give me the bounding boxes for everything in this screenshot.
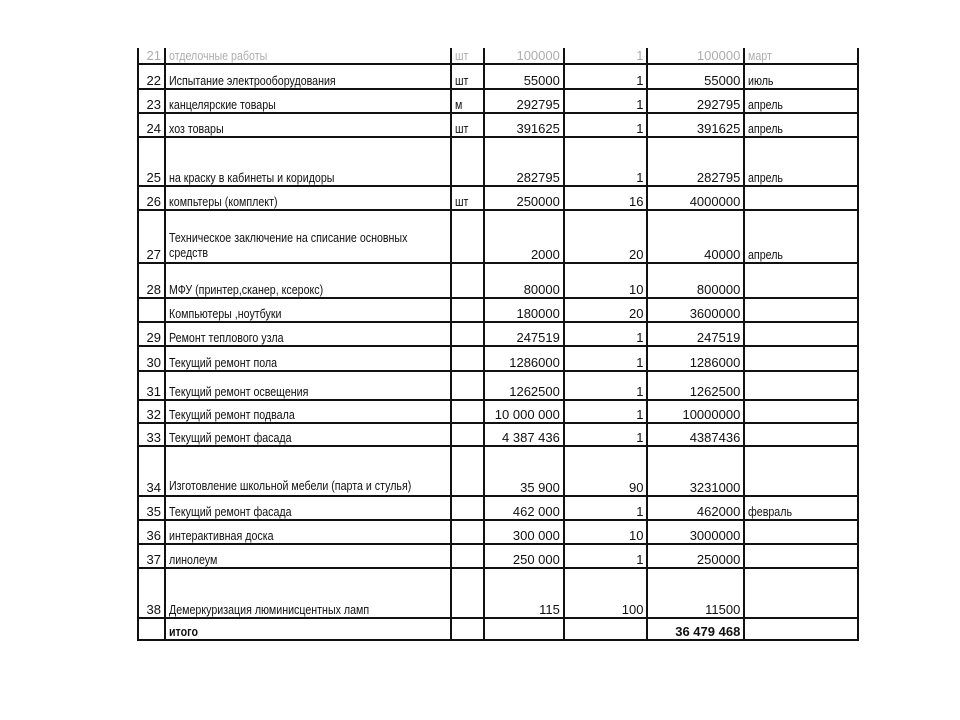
unit-cell[interactable] bbox=[451, 322, 484, 346]
table-row bbox=[138, 346, 858, 371]
month-cell[interactable]: февраль bbox=[744, 496, 858, 520]
unit-cell[interactable] bbox=[451, 137, 484, 186]
price-cell[interactable]: 180000 bbox=[484, 298, 564, 322]
item-name-cell[interactable]: линолеум bbox=[165, 544, 451, 568]
item-name-cell[interactable]: хоз товары bbox=[165, 113, 451, 137]
item-name-cell[interactable]: интерактивная доска bbox=[165, 520, 451, 544]
sum-cell[interactable]: 11500 bbox=[647, 568, 744, 618]
quantity-cell[interactable]: 1 bbox=[564, 544, 648, 568]
sum-cell[interactable]: 1286000 bbox=[647, 346, 744, 371]
price-cell[interactable]: 300 000 bbox=[484, 520, 564, 544]
item-name-cell[interactable]: на краску в кабинеты и коридоры bbox=[165, 137, 451, 186]
table-row bbox=[138, 446, 858, 496]
month-cell[interactable]: апрель bbox=[744, 137, 858, 186]
month-cell[interactable] bbox=[744, 423, 858, 446]
unit-cell[interactable] bbox=[451, 544, 484, 568]
unit-cell[interactable] bbox=[451, 568, 484, 618]
unit-cell[interactable] bbox=[451, 263, 484, 298]
table-row bbox=[138, 520, 858, 544]
price-cell[interactable]: 35 900 bbox=[484, 446, 564, 496]
price-cell[interactable]: 250 000 bbox=[484, 544, 564, 568]
price-cell[interactable]: 1286000 bbox=[484, 346, 564, 371]
row-number-cell[interactable]: 38 bbox=[138, 568, 165, 618]
unit-cell[interactable] bbox=[451, 298, 484, 322]
month-cell[interactable] bbox=[744, 263, 858, 298]
total-row bbox=[138, 618, 858, 640]
quantity-cell[interactable]: 20 bbox=[564, 298, 648, 322]
unit-cell[interactable] bbox=[451, 423, 484, 446]
sum-cell[interactable]: 391625 bbox=[647, 113, 744, 137]
unit-cell[interactable] bbox=[451, 496, 484, 520]
price-cell[interactable]: 100000 bbox=[484, 48, 564, 64]
quantity-cell[interactable]: 20 bbox=[564, 210, 648, 263]
row-number-cell[interactable]: 35 bbox=[138, 496, 165, 520]
price-cell[interactable]: 247519 bbox=[484, 322, 564, 346]
sum-cell[interactable]: 800000 bbox=[647, 263, 744, 298]
spreadsheet-table-region bbox=[137, 48, 859, 670]
table-row bbox=[138, 186, 858, 210]
unit-cell[interactable]: шт bbox=[451, 113, 484, 137]
row-number-cell[interactable]: 36 bbox=[138, 520, 165, 544]
unit-cell[interactable] bbox=[451, 346, 484, 371]
price-cell[interactable]: 4 387 436 bbox=[484, 423, 564, 446]
item-name-cell[interactable]: Текущий ремонт пола bbox=[165, 346, 451, 371]
item-name-cell[interactable]: Текущий ремонт фасада bbox=[165, 496, 451, 520]
sum-cell[interactable]: 292795 bbox=[647, 89, 744, 113]
price-cell[interactable] bbox=[484, 618, 564, 640]
row-number-cell[interactable]: 27 bbox=[138, 210, 165, 263]
sum-cell[interactable]: 462000 bbox=[647, 496, 744, 520]
quantity-cell[interactable] bbox=[564, 618, 648, 640]
month-cell[interactable]: апрель bbox=[744, 89, 858, 113]
price-cell[interactable]: 292795 bbox=[484, 89, 564, 113]
quantity-cell[interactable]: 10 bbox=[564, 520, 648, 544]
price-cell[interactable]: 250000 bbox=[484, 186, 564, 210]
item-name-cell[interactable]: Демеркуризация люминисцентных ламп bbox=[165, 568, 451, 618]
row-number-cell[interactable] bbox=[138, 298, 165, 322]
unit-cell[interactable] bbox=[451, 446, 484, 496]
month-cell[interactable]: март bbox=[744, 48, 858, 64]
table-row bbox=[138, 48, 858, 64]
item-name-cell[interactable]: Текущий ремонт освещения bbox=[165, 371, 451, 400]
item-name-cell[interactable]: Испытание электрооборудования bbox=[165, 64, 451, 89]
quantity-cell[interactable]: 1 bbox=[564, 423, 648, 446]
quantity-cell[interactable]: 1 bbox=[564, 113, 648, 137]
sum-cell[interactable]: 10000000 bbox=[647, 400, 744, 423]
sum-cell[interactable]: 4000000 bbox=[647, 186, 744, 210]
table-row bbox=[138, 263, 858, 298]
sum-cell[interactable]: 100000 bbox=[647, 48, 744, 64]
row-number-cell[interactable] bbox=[138, 618, 165, 640]
price-cell[interactable]: 282795 bbox=[484, 137, 564, 186]
price-cell[interactable]: 391625 bbox=[484, 113, 564, 137]
row-number-cell[interactable]: 31 bbox=[138, 371, 165, 400]
month-cell[interactable] bbox=[744, 544, 858, 568]
item-name-cell[interactable]: Текущий ремонт фасада bbox=[165, 423, 451, 446]
month-cell[interactable] bbox=[744, 346, 858, 371]
sum-cell[interactable]: 250000 bbox=[647, 544, 744, 568]
total-sum-cell[interactable]: 36 479 468 bbox=[647, 618, 744, 640]
price-cell[interactable]: 462 000 bbox=[484, 496, 564, 520]
quantity-cell[interactable]: 1 bbox=[564, 322, 648, 346]
sum-cell[interactable]: 1262500 bbox=[647, 371, 744, 400]
total-label-cell[interactable]: итого bbox=[165, 618, 451, 640]
sum-cell[interactable]: 247519 bbox=[647, 322, 744, 346]
quantity-cell[interactable]: 1 bbox=[564, 64, 648, 89]
table-row bbox=[138, 496, 858, 520]
budget-table bbox=[137, 48, 859, 641]
table-row bbox=[138, 568, 858, 618]
item-name-cell[interactable]: Текущий ремонт подвала bbox=[165, 400, 451, 423]
quantity-cell[interactable]: 1 bbox=[564, 89, 648, 113]
price-cell[interactable]: 55000 bbox=[484, 64, 564, 89]
sum-cell[interactable]: 55000 bbox=[647, 64, 744, 89]
quantity-cell[interactable]: 1 bbox=[564, 371, 648, 400]
sum-cell[interactable]: 40000 bbox=[647, 210, 744, 263]
month-cell[interactable] bbox=[744, 520, 858, 544]
item-name-cell[interactable]: канцелярские товары bbox=[165, 89, 451, 113]
table-row bbox=[138, 298, 858, 322]
month-cell[interactable] bbox=[744, 371, 858, 400]
table-row bbox=[138, 137, 858, 186]
row-number-cell[interactable]: 32 bbox=[138, 400, 165, 423]
price-cell[interactable]: 2000 bbox=[484, 210, 564, 263]
sum-cell[interactable]: 3000000 bbox=[647, 520, 744, 544]
quantity-cell[interactable]: 100 bbox=[564, 568, 648, 618]
sum-cell[interactable]: 3231000 bbox=[647, 446, 744, 496]
quantity-cell[interactable]: 1 bbox=[564, 346, 648, 371]
row-number-cell[interactable]: 25 bbox=[138, 137, 165, 186]
quantity-cell[interactable]: 1 bbox=[564, 496, 648, 520]
month-cell[interactable] bbox=[744, 186, 858, 210]
table-row bbox=[138, 322, 858, 346]
unit-cell[interactable] bbox=[451, 371, 484, 400]
unit-cell[interactable] bbox=[451, 618, 484, 640]
quantity-cell[interactable]: 16 bbox=[564, 186, 648, 210]
item-name-cell[interactable]: Ремонт теплового узла bbox=[165, 322, 451, 346]
month-cell[interactable]: июль bbox=[744, 64, 858, 89]
table-row bbox=[138, 423, 858, 446]
month-cell[interactable] bbox=[744, 400, 858, 423]
month-cell[interactable]: апрель bbox=[744, 210, 858, 263]
row-number-cell[interactable]: 26 bbox=[138, 186, 165, 210]
row-number-cell[interactable]: 23 bbox=[138, 89, 165, 113]
price-cell[interactable]: 1262500 bbox=[484, 371, 564, 400]
unit-cell[interactable] bbox=[451, 210, 484, 263]
row-number-cell[interactable]: 24 bbox=[138, 113, 165, 137]
row-number-cell[interactable]: 33 bbox=[138, 423, 165, 446]
row-number-cell[interactable]: 37 bbox=[138, 544, 165, 568]
row-number-cell[interactable]: 28 bbox=[138, 263, 165, 298]
quantity-cell[interactable]: 10 bbox=[564, 263, 648, 298]
table-row bbox=[138, 210, 858, 263]
unit-cell[interactable]: шт bbox=[451, 64, 484, 89]
unit-cell[interactable] bbox=[451, 400, 484, 423]
price-cell[interactable]: 115 bbox=[484, 568, 564, 618]
unit-cell[interactable]: шт bbox=[451, 48, 484, 64]
item-name-cell[interactable]: отделочные работы bbox=[165, 48, 451, 64]
quantity-cell[interactable]: 90 bbox=[564, 446, 648, 496]
quantity-cell[interactable]: 1 bbox=[564, 48, 648, 64]
month-cell[interactable] bbox=[744, 618, 858, 640]
month-cell[interactable]: апрель bbox=[744, 113, 858, 137]
sum-cell[interactable]: 282795 bbox=[647, 137, 744, 186]
table-row bbox=[138, 400, 858, 423]
price-cell[interactable]: 10 000 000 bbox=[484, 400, 564, 423]
item-name-cell[interactable]: Изготовление школьной мебели (парта и стулья) bbox=[165, 446, 451, 496]
item-name-cell[interactable]: Компьютеры ,ноутбуки bbox=[165, 298, 451, 322]
price-cell[interactable]: 80000 bbox=[484, 263, 564, 298]
row-number-cell[interactable]: 30 bbox=[138, 346, 165, 371]
unit-cell[interactable]: шт bbox=[451, 186, 484, 210]
item-name-cell[interactable]: МФУ (принтер,сканер, ксерокс) bbox=[165, 263, 451, 298]
table-row bbox=[138, 113, 858, 137]
table-row bbox=[138, 544, 858, 568]
unit-cell[interactable] bbox=[451, 520, 484, 544]
sum-cell[interactable]: 4387436 bbox=[647, 423, 744, 446]
row-number-cell[interactable]: 22 bbox=[138, 64, 165, 89]
month-cell[interactable] bbox=[744, 322, 858, 346]
quantity-cell[interactable]: 1 bbox=[564, 137, 648, 186]
table-row bbox=[138, 89, 858, 113]
table-row bbox=[138, 64, 858, 89]
item-name-cell[interactable]: компьтеры (комплект) bbox=[165, 186, 451, 210]
month-cell[interactable] bbox=[744, 568, 858, 618]
item-name-cell[interactable]: Техническое заключение на списание основных средств bbox=[165, 210, 451, 263]
unit-cell[interactable]: м bbox=[451, 89, 484, 113]
month-cell[interactable] bbox=[744, 298, 858, 322]
row-number-cell[interactable]: 29 bbox=[138, 322, 165, 346]
quantity-cell[interactable]: 1 bbox=[564, 400, 648, 423]
month-cell[interactable] bbox=[744, 446, 858, 496]
sum-cell[interactable]: 3600000 bbox=[647, 298, 744, 322]
row-number-cell[interactable]: 21 bbox=[138, 48, 165, 64]
row-number-cell[interactable]: 34 bbox=[138, 446, 165, 496]
table-row bbox=[138, 371, 858, 400]
